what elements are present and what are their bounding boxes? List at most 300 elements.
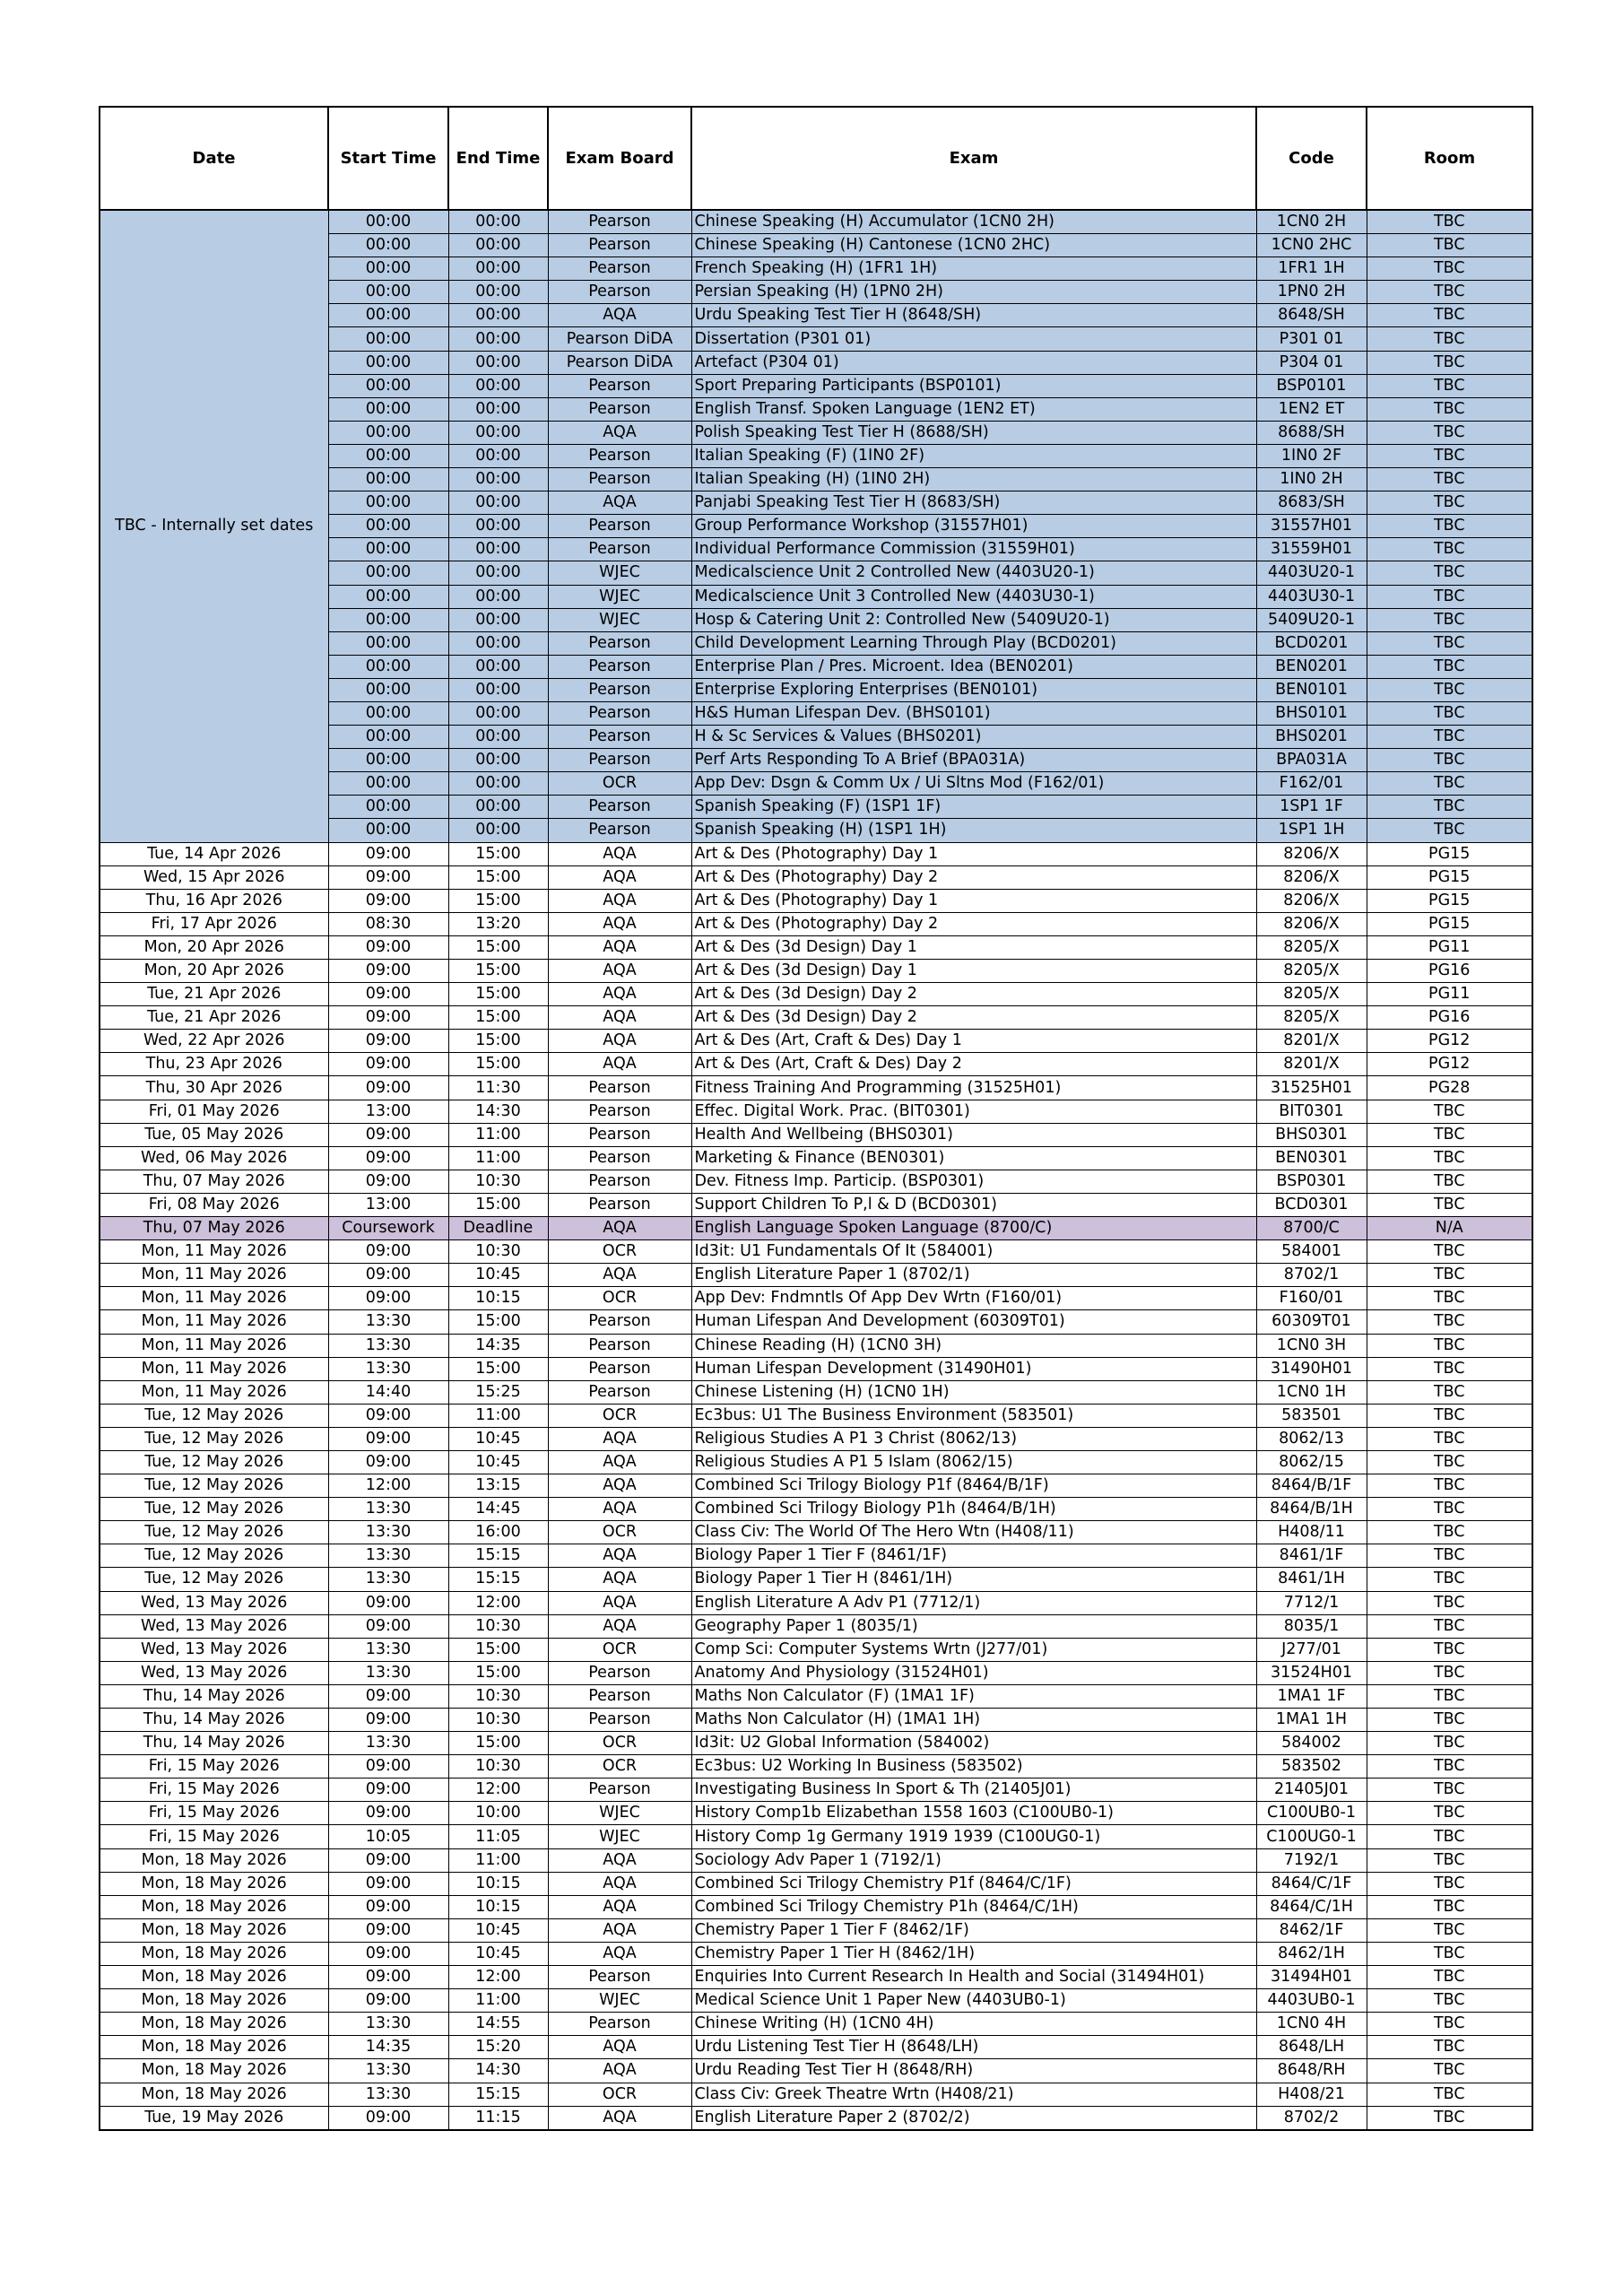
end-time-cell: 00:00 [448, 397, 548, 421]
code-cell: 1PN0 2H [1256, 281, 1367, 304]
date-cell: Fri, 15 May 2026 [100, 1779, 328, 1802]
code-cell: F160/01 [1256, 1287, 1367, 1310]
start-time-cell: 00:00 [328, 351, 448, 374]
end-time-cell: 15:00 [448, 865, 548, 889]
start-time-cell: 09:00 [328, 1942, 448, 1965]
exam-board-cell: OCR [548, 1521, 691, 1544]
room-cell: TBC [1367, 1123, 1532, 1146]
code-cell: 584001 [1256, 1240, 1367, 1264]
end-time-cell: 11:05 [448, 1825, 548, 1848]
exam-cell: Class Civ: The World Of The Hero Wtn (H408/11) [691, 1521, 1256, 1544]
exam-board-cell: OCR [548, 1732, 691, 1755]
end-time-cell: 00:00 [448, 444, 548, 467]
exam-cell: Chinese Writing (H) (1CN0 4H) [691, 2013, 1256, 2036]
exam-board-cell: AQA [548, 1450, 691, 1474]
table-row [100, 1895, 1532, 1918]
exam-cell: History Comp 1g Germany 1919 1939 (C100UG0-1) [691, 1825, 1256, 1848]
code-cell: 1SP1 1F [1256, 796, 1367, 819]
exam-cell: Sociology Adv Paper 1 (7192/1) [691, 1848, 1256, 1872]
code-cell: 1IN0 2F [1256, 444, 1367, 467]
exam-cell: English Literature Paper 2 (8702/2) [691, 2106, 1256, 2130]
date-cell: Mon, 11 May 2026 [100, 1310, 328, 1334]
room-cell: TBC [1367, 234, 1532, 257]
start-time-cell: 09:00 [328, 1146, 448, 1170]
date-cell: Mon, 20 Apr 2026 [100, 935, 328, 959]
table-row [100, 1170, 1532, 1193]
exam-board-cell: AQA [548, 1568, 691, 1591]
exam-board-cell: AQA [548, 865, 691, 889]
room-cell: PG15 [1367, 842, 1532, 865]
end-time-cell: 00:00 [448, 561, 548, 585]
exam-cell: Persian Speaking (H) (1PN0 2H) [691, 281, 1256, 304]
start-time-cell: 13:00 [328, 1100, 448, 1123]
exam-board-cell: Pearson [548, 1310, 691, 1334]
code-cell: 583502 [1256, 1755, 1367, 1779]
date-cell: Tue, 05 May 2026 [100, 1123, 328, 1146]
code-cell: 8648/LH [1256, 2036, 1367, 2059]
exam-cell: Anatomy And Physiology (31524H01) [691, 1661, 1256, 1684]
start-time-cell: 00:00 [328, 491, 448, 515]
date-cell: Wed, 06 May 2026 [100, 1146, 328, 1170]
code-cell: 8206/X [1256, 865, 1367, 889]
code-cell: 8702/2 [1256, 2106, 1367, 2130]
exam-board-cell: OCR [548, 1638, 691, 1661]
room-cell: TBC [1367, 726, 1532, 749]
code-cell: 1MA1 1F [1256, 1684, 1367, 1708]
start-time-cell: 09:00 [328, 889, 448, 912]
code-cell: 8702/1 [1256, 1264, 1367, 1287]
end-time-cell: 00:00 [448, 234, 548, 257]
room-cell: TBC [1367, 608, 1532, 631]
exam-board-cell: Pearson [548, 749, 691, 772]
room-cell: TBC [1367, 1918, 1532, 1942]
code-cell: 8205/X [1256, 1006, 1367, 1030]
exam-cell: Maths Non Calculator (F) (1MA1 1F) [691, 1684, 1256, 1708]
room-cell: TBC [1367, 444, 1532, 467]
start-time-cell: 09:00 [328, 960, 448, 983]
date-cell: Tue, 21 Apr 2026 [100, 983, 328, 1006]
code-cell: 1CN0 2H [1256, 210, 1367, 234]
room-cell: PG12 [1367, 1030, 1532, 1053]
end-time-cell: 00:00 [448, 726, 548, 749]
exam-cell: Art & Des (3d Design) Day 1 [691, 960, 1256, 983]
start-time-cell: 09:00 [328, 1006, 448, 1030]
code-cell: 4403U20-1 [1256, 561, 1367, 585]
date-cell: Tue, 12 May 2026 [100, 1568, 328, 1591]
start-time-cell: 13:30 [328, 1334, 448, 1357]
exam-cell: Investigating Business In Sport & Th (21405J01) [691, 1779, 1256, 1802]
date-cell: Fri, 15 May 2026 [100, 1802, 328, 1825]
table-row [100, 1848, 1532, 1872]
start-time-cell: 09:00 [328, 935, 448, 959]
end-time-cell: 11:00 [448, 1848, 548, 1872]
exam-cell: Id3it: U1 Fundamentals Of It (584001) [691, 1240, 1256, 1264]
end-time-cell: 11:00 [448, 1146, 548, 1170]
exam-cell: H & Sc Services & Values (BHS0201) [691, 726, 1256, 749]
code-cell: 1CN0 4H [1256, 2013, 1367, 2036]
room-cell: TBC [1367, 1100, 1532, 1123]
table-row [100, 983, 1532, 1006]
date-cell: Mon, 11 May 2026 [100, 1287, 328, 1310]
code-cell: 8464/C/1H [1256, 1895, 1367, 1918]
date-cell: Tue, 12 May 2026 [100, 1404, 328, 1427]
exam-cell: Combined Sci Trilogy Chemistry P1h (8464/C/1H) [691, 1895, 1256, 1918]
date-cell: Mon, 11 May 2026 [100, 1357, 328, 1380]
exam-cell: Urdu Speaking Test Tier H (8648/SH) [691, 304, 1256, 327]
room-cell: TBC [1367, 1240, 1532, 1264]
exam-board-cell: Pearson [548, 257, 691, 281]
room-cell: TBC [1367, 1450, 1532, 1474]
exam-cell: Art & Des (Photography) Day 1 [691, 889, 1256, 912]
exam-board-cell: OCR [548, 1404, 691, 1427]
code-cell: H408/21 [1256, 2083, 1367, 2106]
code-cell: 584002 [1256, 1732, 1367, 1755]
date-cell: Mon, 11 May 2026 [100, 1334, 328, 1357]
start-time-cell: 10:05 [328, 1825, 448, 1848]
exam-cell: Chinese Speaking (H) Accumulator (1CN0 2H) [691, 210, 1256, 234]
start-time-cell: 00:00 [328, 631, 448, 655]
start-time-cell: 09:00 [328, 1287, 448, 1310]
room-cell: TBC [1367, 1380, 1532, 1404]
start-time-cell: 13:00 [328, 1193, 448, 1216]
exam-cell: Marketing & Finance (BEN0301) [691, 1146, 1256, 1170]
code-cell: P301 01 [1256, 327, 1367, 351]
end-time-cell: 00:00 [448, 210, 548, 234]
exam-board-cell: Pearson DiDA [548, 351, 691, 374]
table-row [100, 1872, 1532, 1895]
end-time-cell: 14:55 [448, 2013, 548, 2036]
end-time-cell: 15:00 [448, 1053, 548, 1076]
start-time-cell: 13:30 [328, 1544, 448, 1568]
date-cell: Tue, 12 May 2026 [100, 1450, 328, 1474]
exam-cell: Comp Sci: Computer Systems Wrtn (J277/01) [691, 1638, 1256, 1661]
room-cell: TBC [1367, 210, 1532, 234]
start-time-cell: 09:00 [328, 1989, 448, 2013]
date-cell: Wed, 13 May 2026 [100, 1614, 328, 1638]
end-time-cell: 00:00 [448, 749, 548, 772]
room-cell: TBC [1367, 678, 1532, 701]
code-cell: 31494H01 [1256, 1966, 1367, 1989]
room-cell: TBC [1367, 796, 1532, 819]
code-cell: 8464/B/1H [1256, 1498, 1367, 1521]
end-time-cell: 15:20 [448, 2036, 548, 2059]
exam-cell: App Dev: Fndmntls Of App Dev Wrtn (F160/01) [691, 1287, 1256, 1310]
end-time-cell: 00:00 [448, 585, 548, 608]
code-cell: P304 01 [1256, 351, 1367, 374]
end-time-cell: 00:00 [448, 281, 548, 304]
room-cell: TBC [1367, 1404, 1532, 1427]
end-time-cell: 15:15 [448, 1568, 548, 1591]
exam-board-cell: Pearson [548, 1661, 691, 1684]
exam-board-cell: Pearson [548, 1076, 691, 1100]
code-cell: 8700/C [1256, 1217, 1367, 1240]
end-time-cell: 10:30 [448, 1684, 548, 1708]
room-cell: TBC [1367, 1989, 1532, 2013]
exam-cell: Chemistry Paper 1 Tier H (8462/1H) [691, 1942, 1256, 1965]
room-cell: TBC [1367, 1614, 1532, 1638]
table-row [100, 1404, 1532, 1427]
code-cell: 4403UB0-1 [1256, 1989, 1367, 2013]
exam-board-cell: Pearson [548, 444, 691, 467]
table-row [100, 1380, 1532, 1404]
room-cell: TBC [1367, 327, 1532, 351]
header-exam: Exam [691, 107, 1256, 210]
exam-cell: Enterprise Exploring Enterprises (BEN0101) [691, 678, 1256, 701]
exam-board-cell: Pearson [548, 701, 691, 725]
exam-cell: Art & Des (Art, Craft & Des) Day 1 [691, 1030, 1256, 1053]
start-time-cell: 09:00 [328, 1240, 448, 1264]
start-time-cell: 09:00 [328, 1053, 448, 1076]
header-start-time: Start Time [328, 107, 448, 210]
room-cell: TBC [1367, 1732, 1532, 1755]
exam-board-cell: Pearson [548, 1357, 691, 1380]
start-time-cell: 00:00 [328, 585, 448, 608]
end-time-cell: 15:00 [448, 983, 548, 1006]
end-time-cell: 10:45 [448, 1918, 548, 1942]
end-time-cell: 10:45 [448, 1427, 548, 1450]
start-time-cell: 00:00 [328, 374, 448, 397]
start-time-cell: 00:00 [328, 608, 448, 631]
date-cell: Mon, 20 Apr 2026 [100, 960, 328, 983]
code-cell: 8206/X [1256, 889, 1367, 912]
room-cell: PG15 [1367, 865, 1532, 889]
exam-board-cell: Pearson [548, 397, 691, 421]
code-cell: BHS0201 [1256, 726, 1367, 749]
date-cell: Thu, 16 Apr 2026 [100, 889, 328, 912]
room-cell: TBC [1367, 1755, 1532, 1779]
exam-board-cell: AQA [548, 1614, 691, 1638]
exam-cell: Enterprise Plan / Pres. Microent. Idea (BEN0201) [691, 655, 1256, 678]
exam-board-cell: AQA [548, 889, 691, 912]
start-time-cell: 09:00 [328, 1709, 448, 1732]
end-time-cell: 00:00 [448, 538, 548, 561]
exam-cell: Id3it: U2 Global Information (584002) [691, 1732, 1256, 1755]
end-time-cell: 11:00 [448, 1123, 548, 1146]
start-time-cell: 00:00 [328, 234, 448, 257]
table-row [100, 2059, 1532, 2083]
room-cell: TBC [1367, 1521, 1532, 1544]
exam-cell: Religious Studies A P1 5 Islam (8062/15) [691, 1450, 1256, 1474]
code-cell: BHS0301 [1256, 1123, 1367, 1146]
code-cell: 8648/RH [1256, 2059, 1367, 2083]
table-row [100, 1287, 1532, 1310]
start-time-cell: 09:00 [328, 1450, 448, 1474]
start-time-cell: 09:00 [328, 1802, 448, 1825]
code-cell: 31557H01 [1256, 515, 1367, 538]
table-row [100, 1427, 1532, 1450]
table-row [100, 889, 1532, 912]
start-time-cell: 09:00 [328, 1848, 448, 1872]
end-time-cell: 00:00 [448, 374, 548, 397]
room-cell: PG16 [1367, 960, 1532, 983]
tbc-row [100, 210, 1532, 234]
table-row [100, 1591, 1532, 1614]
end-time-cell: 15:00 [448, 935, 548, 959]
room-cell: TBC [1367, 1427, 1532, 1450]
start-time-cell: 09:00 [328, 1779, 448, 1802]
code-cell: C100UB0-1 [1256, 1802, 1367, 1825]
code-cell: J277/01 [1256, 1638, 1367, 1661]
exam-board-cell: WJEC [548, 1825, 691, 1848]
room-cell: TBC [1367, 2106, 1532, 2130]
exam-board-cell: AQA [548, 1498, 691, 1521]
table-row [100, 1310, 1532, 1334]
start-time-cell: 14:40 [328, 1380, 448, 1404]
end-time-cell: 15:00 [448, 1310, 548, 1334]
exam-cell: Perf Arts Responding To A Brief (BPA031A) [691, 749, 1256, 772]
room-cell: TBC [1367, 1334, 1532, 1357]
exam-cell: Art & Des (Photography) Day 1 [691, 842, 1256, 865]
end-time-cell: 15:00 [448, 1357, 548, 1380]
end-time-cell: 15:15 [448, 2083, 548, 2106]
code-cell: 7712/1 [1256, 1591, 1367, 1614]
room-cell: PG15 [1367, 912, 1532, 935]
start-time-cell: 00:00 [328, 515, 448, 538]
table-row [100, 2036, 1532, 2059]
room-cell: TBC [1367, 561, 1532, 585]
table-row [100, 1825, 1532, 1848]
exam-cell: Art & Des (3d Design) Day 2 [691, 1006, 1256, 1030]
table-row [100, 1638, 1532, 1661]
end-time-cell: 15:00 [448, 1030, 548, 1053]
room-cell: TBC [1367, 491, 1532, 515]
date-cell: Mon, 11 May 2026 [100, 1240, 328, 1264]
exam-cell: Dissertation (P301 01) [691, 327, 1256, 351]
code-cell: 8206/X [1256, 842, 1367, 865]
exam-board-cell: WJEC [548, 585, 691, 608]
table-row [100, 1942, 1532, 1965]
table-row [100, 1264, 1532, 1287]
exam-board-cell: OCR [548, 772, 691, 796]
code-cell: 8205/X [1256, 983, 1367, 1006]
room-cell: N/A [1367, 1217, 1532, 1240]
room-cell: TBC [1367, 1264, 1532, 1287]
end-time-cell: 00:00 [448, 701, 548, 725]
start-time-cell: 00:00 [328, 749, 448, 772]
table-row [100, 1732, 1532, 1755]
table-row [100, 1544, 1532, 1568]
code-cell: 1EN2 ET [1256, 397, 1367, 421]
exam-cell: Medicalscience Unit 2 Controlled New (4403U20-1) [691, 561, 1256, 585]
exam-board-cell: AQA [548, 2036, 691, 2059]
room-cell: TBC [1367, 1357, 1532, 1380]
end-time-cell: 15:00 [448, 842, 548, 865]
end-time-cell: 00:00 [448, 327, 548, 351]
start-time-cell: 13:30 [328, 1638, 448, 1661]
room-cell: TBC [1367, 2083, 1532, 2106]
exam-board-cell: OCR [548, 1240, 691, 1264]
exam-board-cell: Pearson [548, 796, 691, 819]
exam-cell: Combined Sci Trilogy Chemistry P1f (8464/C/1F) [691, 1872, 1256, 1895]
date-cell: Wed, 22 Apr 2026 [100, 1030, 328, 1053]
end-time-cell: 15:00 [448, 1006, 548, 1030]
date-cell: Thu, 07 May 2026 [100, 1217, 328, 1240]
exam-board-cell: AQA [548, 1591, 691, 1614]
end-time-cell: 11:30 [448, 1076, 548, 1100]
start-time-cell: 13:30 [328, 1357, 448, 1380]
code-cell: H408/11 [1256, 1521, 1367, 1544]
table-row [100, 2013, 1532, 2036]
end-time-cell: 13:15 [448, 1474, 548, 1498]
exam-board-cell: WJEC [548, 608, 691, 631]
start-time-cell: 09:00 [328, 1895, 448, 1918]
end-time-cell: 10:45 [448, 1264, 548, 1287]
date-cell: Thu, 07 May 2026 [100, 1170, 328, 1193]
exam-board-cell: Pearson [548, 1380, 691, 1404]
code-cell: BCD0301 [1256, 1193, 1367, 1216]
start-time-cell: 09:00 [328, 1264, 448, 1287]
room-cell: PG28 [1367, 1076, 1532, 1100]
table-row [100, 842, 1532, 865]
exam-cell: Geography Paper 1 (8035/1) [691, 1614, 1256, 1638]
exam-board-cell: Pearson [548, 281, 691, 304]
date-cell: Thu, 23 Apr 2026 [100, 1053, 328, 1076]
exam-cell: Panjabi Speaking Test Tier H (8683/SH) [691, 491, 1256, 515]
date-cell: Mon, 18 May 2026 [100, 1989, 328, 2013]
end-time-cell: 10:30 [448, 1240, 548, 1264]
room-cell: TBC [1367, 515, 1532, 538]
date-cell: Tue, 12 May 2026 [100, 1427, 328, 1450]
code-cell: 8648/SH [1256, 304, 1367, 327]
end-time-cell: 14:30 [448, 1100, 548, 1123]
end-time-cell: 12:00 [448, 1966, 548, 1989]
exam-board-cell: Pearson [548, 1334, 691, 1357]
table-row [100, 1918, 1532, 1942]
room-cell: TBC [1367, 819, 1532, 842]
table-row [100, 1498, 1532, 1521]
table-row [100, 1989, 1532, 2013]
room-cell: TBC [1367, 1661, 1532, 1684]
date-cell: Tue, 19 May 2026 [100, 2106, 328, 2130]
start-time-cell: 00:00 [328, 210, 448, 234]
start-time-cell: 00:00 [328, 655, 448, 678]
room-cell: TBC [1367, 468, 1532, 491]
code-cell: 5409U20-1 [1256, 608, 1367, 631]
exam-board-cell: Pearson [548, 2013, 691, 2036]
start-time-cell: 00:00 [328, 327, 448, 351]
start-time-cell: 08:30 [328, 912, 448, 935]
start-time-cell: 13:30 [328, 2013, 448, 2036]
room-cell: TBC [1367, 772, 1532, 796]
code-cell: 7192/1 [1256, 1848, 1367, 1872]
exam-cell: Biology Paper 1 Tier H (8461/1H) [691, 1568, 1256, 1591]
header-end-time: End Time [448, 107, 548, 210]
header-row [100, 107, 1532, 210]
room-cell: TBC [1367, 351, 1532, 374]
code-cell: 8062/13 [1256, 1427, 1367, 1450]
exam-board-cell: AQA [548, 1872, 691, 1895]
end-time-cell: 00:00 [448, 304, 548, 327]
code-cell: 21405J01 [1256, 1779, 1367, 1802]
room-cell: TBC [1367, 1568, 1532, 1591]
end-time-cell: 00:00 [448, 655, 548, 678]
room-cell: TBC [1367, 585, 1532, 608]
room-cell: TBC [1367, 1966, 1532, 1989]
room-cell: TBC [1367, 1825, 1532, 1848]
exam-cell: Italian Speaking (H) (1IN0 2H) [691, 468, 1256, 491]
exam-board-cell: AQA [548, 960, 691, 983]
exam-cell: Medical Science Unit 1 Paper New (4403UB0-1) [691, 1989, 1256, 2013]
exam-cell: History Comp1b Elizabethan 1558 1603 (C100UB0-1) [691, 1802, 1256, 1825]
code-cell: 31490H01 [1256, 1357, 1367, 1380]
date-cell: Tue, 12 May 2026 [100, 1521, 328, 1544]
exam-cell: Biology Paper 1 Tier F (8461/1F) [691, 1544, 1256, 1568]
table-row [100, 1614, 1532, 1638]
start-time-cell: 00:00 [328, 444, 448, 467]
exam-cell: Hosp & Catering Unit 2: Controlled New (5409U20-1) [691, 608, 1256, 631]
start-time-cell: 13:30 [328, 1732, 448, 1755]
start-time-cell: 13:30 [328, 2083, 448, 2106]
